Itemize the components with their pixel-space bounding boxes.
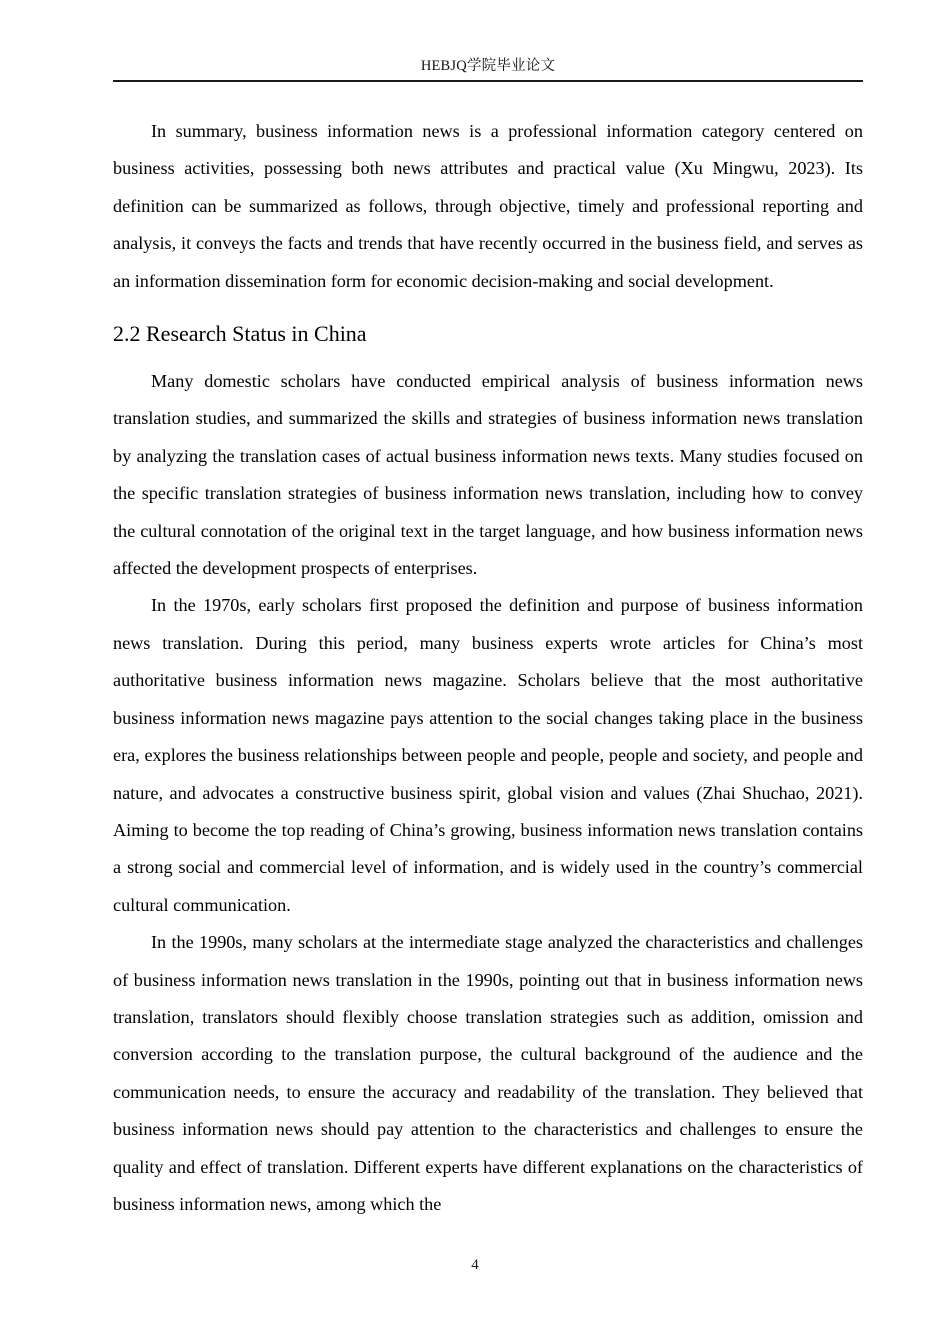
paragraph-domestic-scholars: Many domestic scholars have conducted empirical analysis of business information news translation studies, and summarized the skills and strategies of business information news translation by analyzing the translation cases of actual business information news texts. Many studies focused on the specific translation strategies of business information news translation, including how to convey the cultural connotation of the original text in the target language, and how business information news affected the development prospects of enterprises. (113, 371, 863, 579)
section-heading-2-2: 2.2 Research Status in China (113, 321, 367, 347)
paragraph-1970s: In the 1970s, early scholars first proposed the definition and purpose of business information news translation. During this period, many business experts wrote articles for China’s most authoritative business information news magazine. Scholars believe that the most authoritative business information news magazine pays attention to the social changes taking place in the business era, explores the business relationships between people and people, people and society, and people and nature, and advocates a constructive business spirit, global vision and values (Zhai Shuchao, 2021). Aiming to become the top reading of China’s growing, business information news translation contains a strong social and commercial level of information, and is widely used in the country’s commercial cultural communication. (113, 595, 863, 915)
page-number: 4 (471, 1257, 479, 1273)
spacer-before-heading (113, 300, 863, 314)
page-header (113, 58, 863, 90)
document-body (113, 113, 863, 1223)
header-title: HEBJQ学院毕业论文 (420, 58, 556, 74)
spacer-after-heading (113, 354, 863, 363)
header-divider (113, 80, 863, 82)
paragraph-1990s: In the 1990s, many scholars at the intermediate stage analyzed the characteristics and challenges of business information news translation in the 1990s, pointing out that in business information news translation, translators should flexibly choose translation strategies such as addition, omission and conversion according to the translation purpose, the cultural background of the audience and the communication needs, to ensure the accuracy and readability of the translation. They believed that business information news should pay attention to the characteristics and challenges to ensure the quality and effect of translation. Different experts have different explanations on the characteristics of business information news, among which the (113, 932, 863, 1214)
paragraph-summary: In summary, business information news is a professional information category centered on business activities, possessing both news attributes and practical value (Xu Mingwu, 2023). Its definition can be summarized as follows, through objective, timely and professional reporting and analysis, it conveys the facts and trends that have recently occurred in the business field, and serves as an information dissemination form for economic decision-making and social development. (113, 121, 863, 291)
